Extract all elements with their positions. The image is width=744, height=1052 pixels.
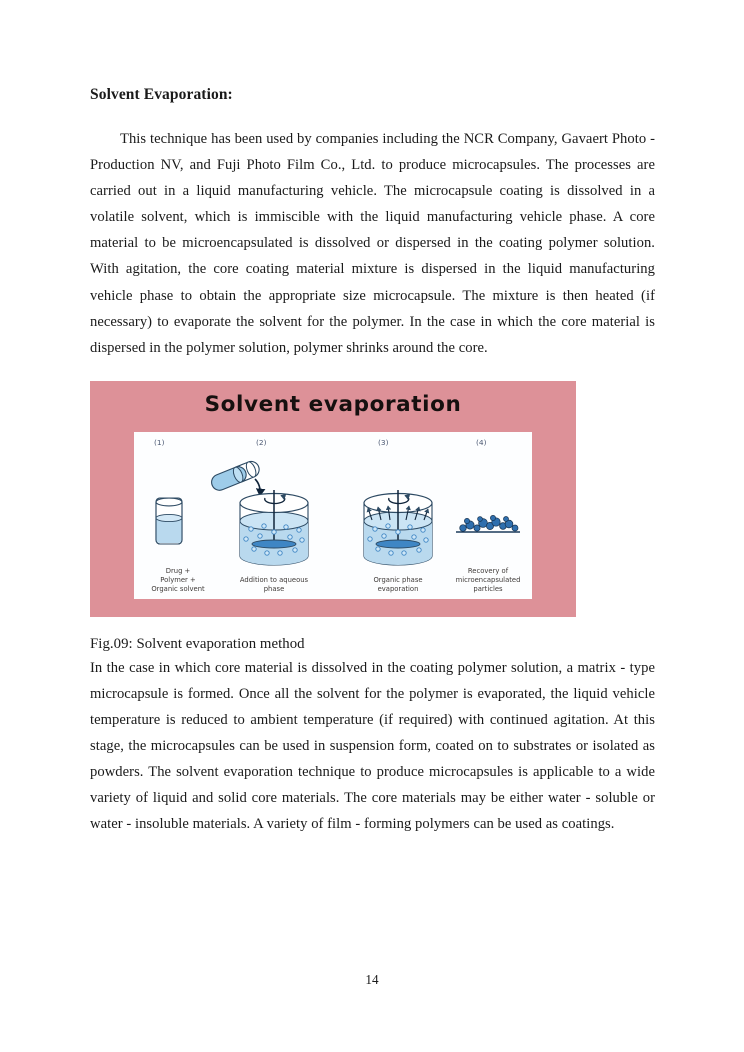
panel-caption-4-line-3: particles (473, 585, 503, 594)
figure-inner-panel (134, 432, 532, 599)
beaker-stirrer-pouring-icon (240, 490, 308, 565)
figure-container (90, 381, 576, 617)
particles-cluster-icon (456, 515, 520, 532)
figure-title: Solvent evaporation (204, 391, 462, 417)
page-content (90, 86, 655, 838)
body-paragraph-2: In the case in which core material is dissolved in the coating polymer solution, a matrix - type microcapsule is formed. Once all the solvent for the polymer is evaporated, the liquid vehicle temperature is reduced to ambient temperature (if required) with continued agitation. At this stage, the microcapsules can be used in suspension form, coated on to substrates or isolated as powders. The solvent evaporation technique to produce microcapsules is applicable to a wide variety of liquid and solid core materials. The core materials may be either water - soluble or water - insoluble materials. A variety of film - forming polymers can be used as coatings. (90, 659, 655, 833)
panel-caption-2-line-2: phase (263, 585, 285, 594)
panel-caption-1-line-1: Drug + (165, 566, 191, 575)
panel-caption-1-line-3: Organic solvent (151, 585, 205, 594)
panel-caption-1 (134, 567, 222, 595)
page-title: Solvent Evaporation: (90, 86, 233, 103)
figure-caption: Fig.09: Solvent evaporation method (90, 635, 305, 652)
body-paragraph-1: This technique has been used by companies including the NCR Company, Gavaert Photo - Production NV, and Fuji Photo Film Co., Ltd. to produce microcapsules. The processes are carried out in a liquid manufacturing vehicle. The microcapsule coating is dissolved in a volatile solvent, which is immiscible with the liquid manufacturing vehicle phase. A core material to be microencapsulated is dissolved or dispersed in the coating polymer solution. With agitation, the core coating material mixture is dispersed in the liquid manufacturing vehicle phase to obtain the appropriate size microcapsule. The mixture is then heated (if necessary) to evaporate the solvent for the polymer. In the case in which the core material is dispersed in the polymer solution, polymer shrinks around the core. (90, 131, 655, 356)
panel-caption-2-line-1: Addition to aqueous (239, 576, 309, 585)
panel-number-4: (4) (476, 437, 487, 447)
page-number: 14 (365, 972, 379, 987)
panel-caption-4-line-1: Recovery of (467, 566, 509, 575)
panel-number-2: (2) (256, 437, 267, 447)
pouring-tube-icon (209, 459, 261, 495)
beaker-evaporation-icon (364, 490, 432, 565)
solvent-evaporation-figure (90, 381, 576, 617)
panel-caption-4-line-2: microencapsulated (455, 576, 521, 585)
panel-caption-4 (444, 567, 532, 595)
panel-caption-1-line-2: Polymer + (160, 576, 196, 585)
panel-caption-3-line-2: evaporation (377, 585, 419, 594)
panel-caption-3 (350, 576, 446, 595)
vial-icon (156, 498, 182, 544)
panel-caption-3-line-1: Organic phase (373, 576, 423, 585)
panel-number-1: (1) (154, 437, 165, 447)
panel-number-3: (3) (378, 437, 389, 447)
panel-caption-2 (226, 576, 322, 595)
